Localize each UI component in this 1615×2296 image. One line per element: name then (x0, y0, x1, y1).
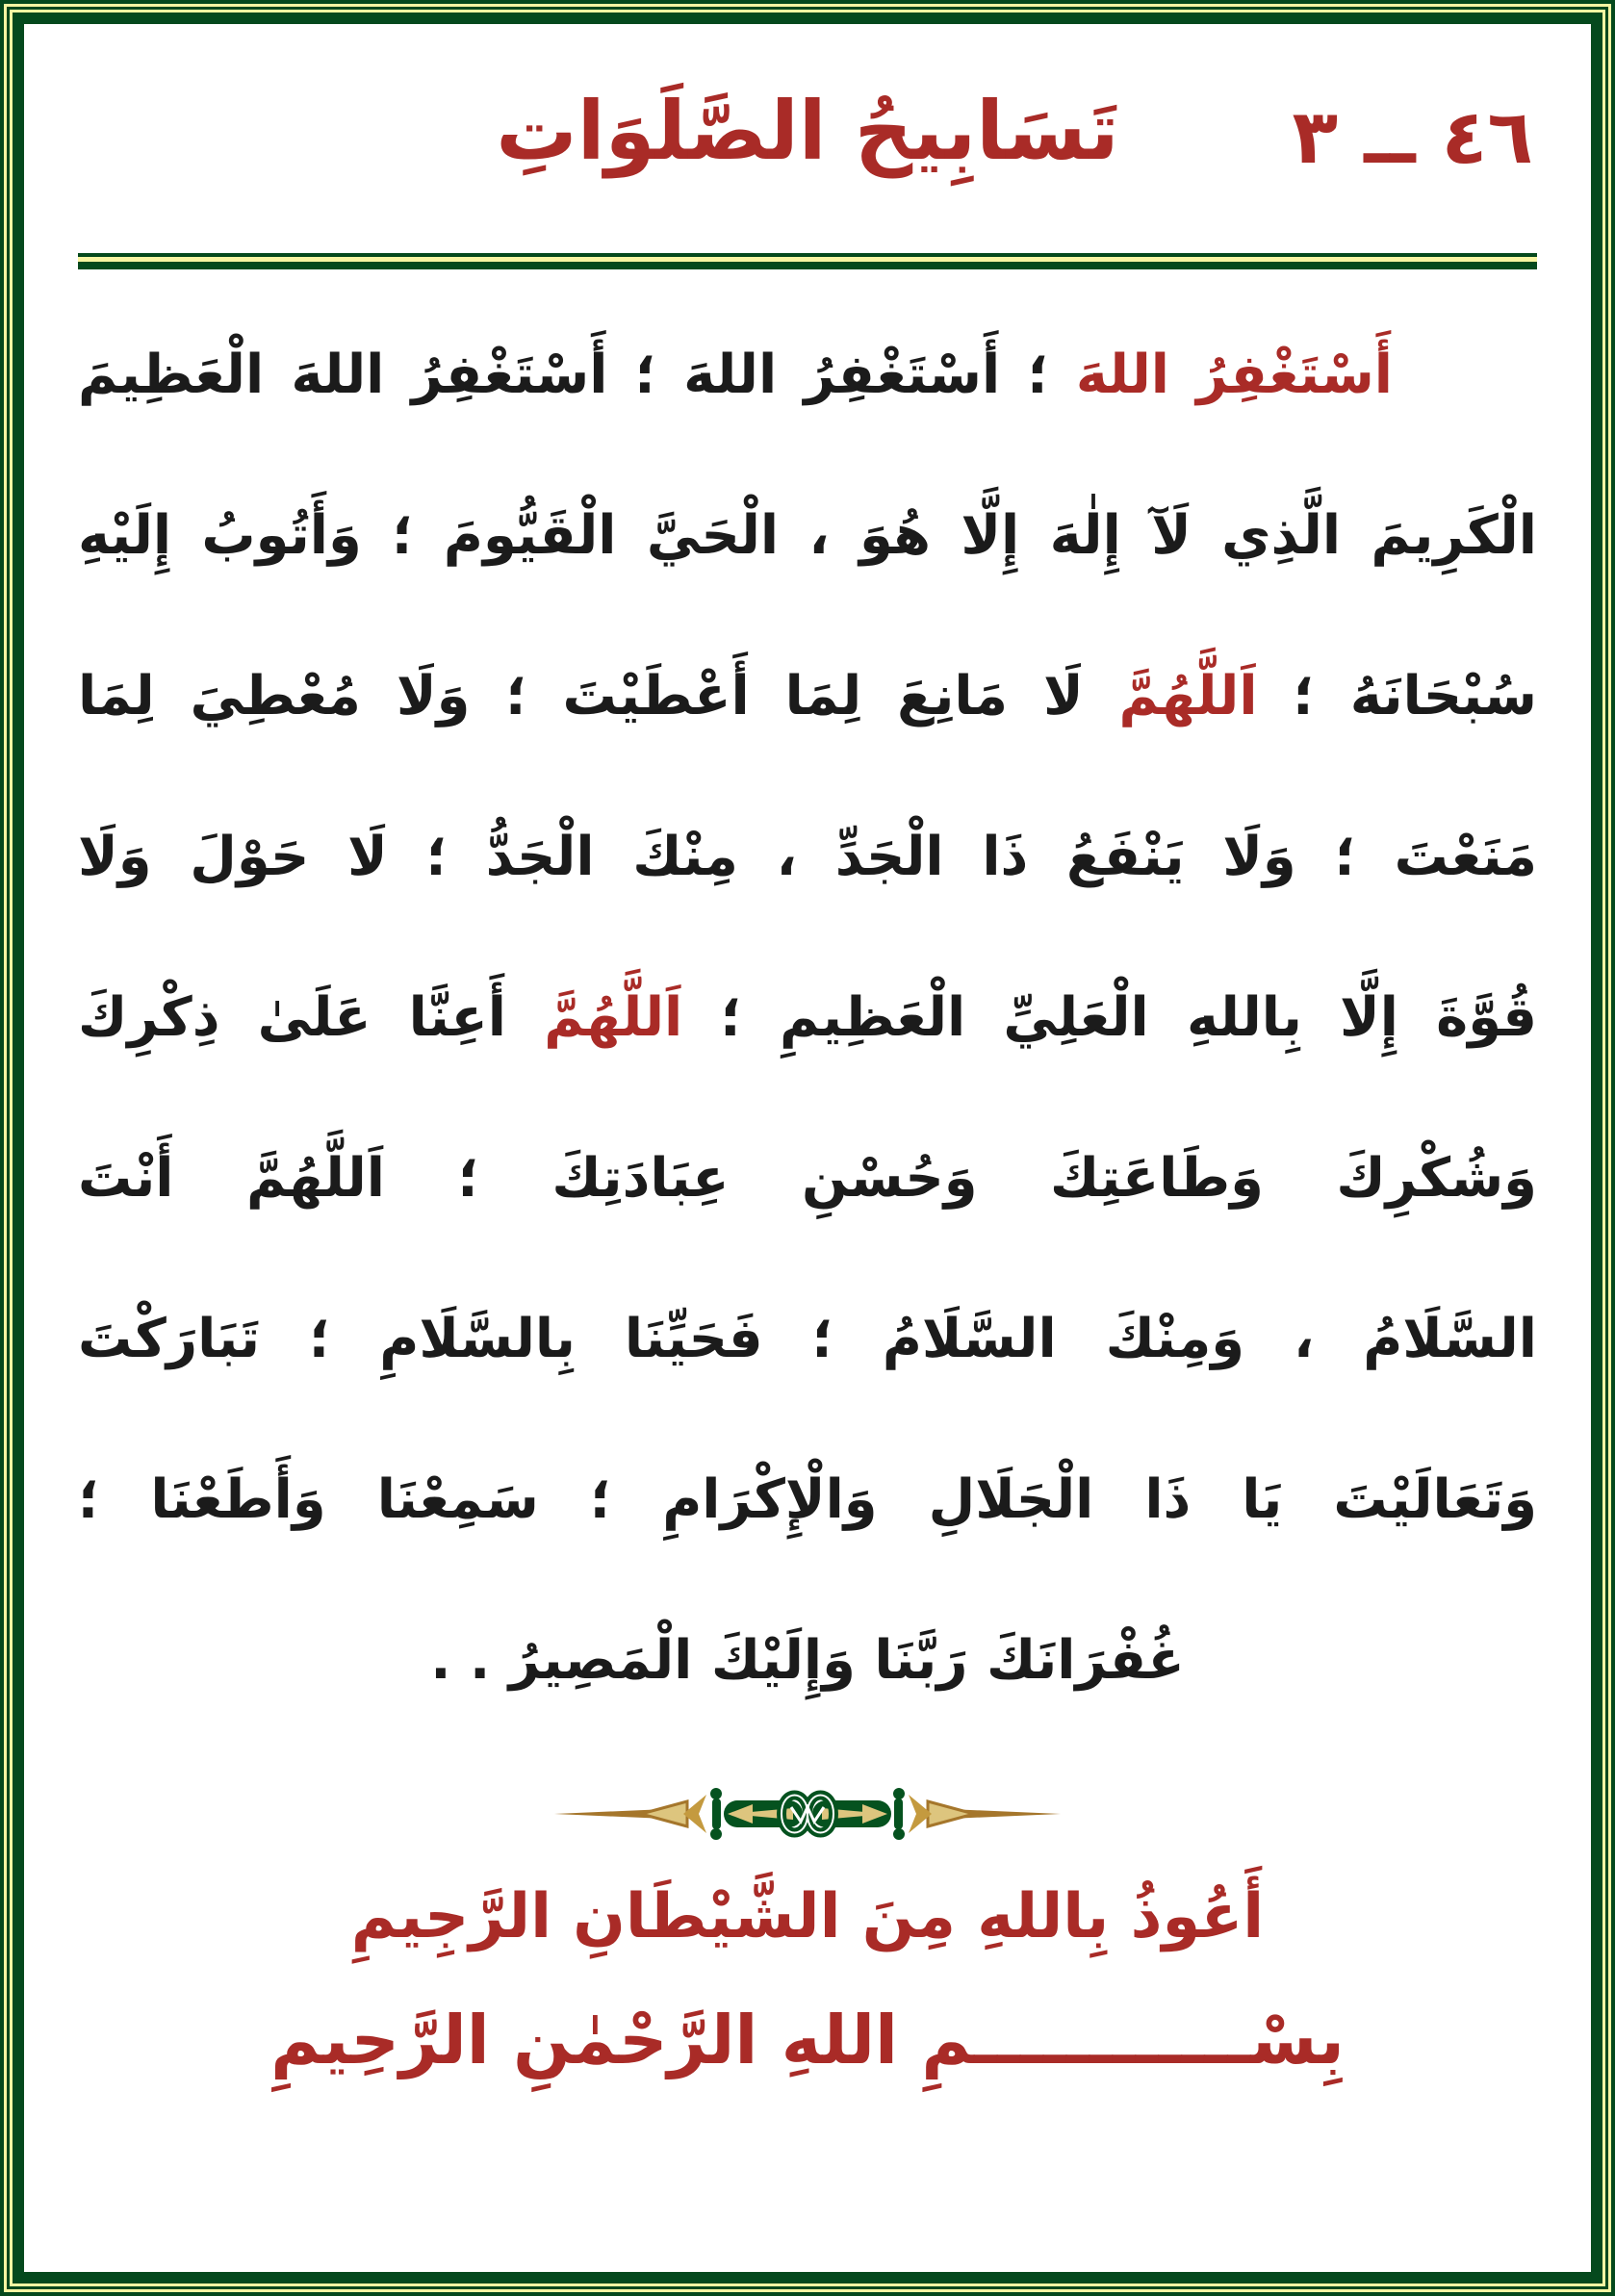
body-line (78, 1259, 1537, 1419)
text-segment: لَا مَانِعَ لِمَا أَعْطَيْتَ ؛ وَلَا مُعْطِيَ لِمَا (78, 665, 1119, 727)
body-line (78, 1419, 1537, 1580)
frame-stripe-yellow-1 (4, 4, 1611, 2292)
text-segment: أَعِنَّا عَلَىٰ ذِكْرِكَ (78, 986, 545, 1049)
text-segment: ؛ أَسْتَغْفِرُ اللهَ ؛ أَسْتَغْفِرُ اللهَ الْعَظِيمَ (78, 344, 1076, 406)
text-segment: مَنَعْتَ ؛ وَلَا يَنْفَعُ ذَا الْجَدِّ ، مِنْكَ الْجَدُّ ؛ لَا حَوْلَ وَلَا (78, 826, 1537, 888)
page-content (24, 39, 1591, 2287)
page-title: تَسَابِيحُ الصَّلَوَاتِ (496, 84, 1119, 178)
body-text (78, 294, 1537, 1741)
text-segment: قُوَّةَ إِلَّا بِاللهِ الْعَلِيِّ الْعَظِيمِ ؛ (682, 986, 1537, 1049)
divider-ornament-icon (552, 1779, 1063, 1849)
page-header (78, 39, 1537, 253)
text-segment: وَشُكْرِكَ وَطَاعَتِكَ وَحُسْنِ عِبَادَتِكَ ؛ اَللَّهُمَّ أَنْتَ (78, 1147, 1537, 1210)
ornament-divider (78, 1779, 1537, 1852)
body-line (78, 616, 1537, 777)
text-segment: الْكَرِيمَ الَّذِي لَآ إِلٰهَ إِلَّا هُوَ ، الْحَيَّ الْقَيُّومَ ؛ وَأَتُوبُ إِلَيْهِ (78, 504, 1537, 567)
highlight-phrase: اَللَّهُمَّ (1118, 665, 1258, 727)
text-segment: غُفْرَانَكَ رَبَّنَا وَإِلَيْكَ الْمَصِيرُ . . (430, 1629, 1185, 1692)
highlight-phrase: اَللَّهُمَّ (544, 986, 683, 1049)
frame-stripe-yellow-2 (10, 10, 1605, 2286)
text-segment: السَّلَامُ ، وَمِنْكَ السَّلَامُ ؛ فَحَيِّنَا بِالسَّلَامِ ؛ تَبَارَكْتَ (78, 1308, 1537, 1370)
text-segment: سُبْحَانَهُ ؛ (1257, 665, 1537, 727)
header-separator-rule (78, 253, 1537, 269)
body-line (78, 777, 1537, 937)
frame-inner (13, 13, 1602, 2283)
istiadha-text: أَعُوذُ بِاللهِ مِنَ الشَّيْطَانِ الرَّجِيمِ (350, 1881, 1265, 1952)
body-line (78, 455, 1537, 616)
body-line (78, 1098, 1537, 1259)
page-number: ٤٦ ــ ٣ (1292, 94, 1533, 181)
highlight-phrase: أَسْتَغْفِرُ اللهَ (1075, 344, 1393, 406)
body-line (78, 294, 1537, 455)
body-line (78, 1580, 1537, 1741)
basmala-calligraphy: بِسْــــــــــــمِ اللهِ الرَّحْمٰنِ الرَّحِيمِ (270, 2001, 1345, 2080)
text-segment: وَتَعَالَيْتَ يَا ذَا الْجَلَالِ وَالْإِكْرَامِ ؛ سَمِعْنَا وَأَطَعْنَا ؛ (78, 1468, 1537, 1531)
body-line (78, 937, 1537, 1098)
frame-stripe-green (7, 7, 1608, 2289)
